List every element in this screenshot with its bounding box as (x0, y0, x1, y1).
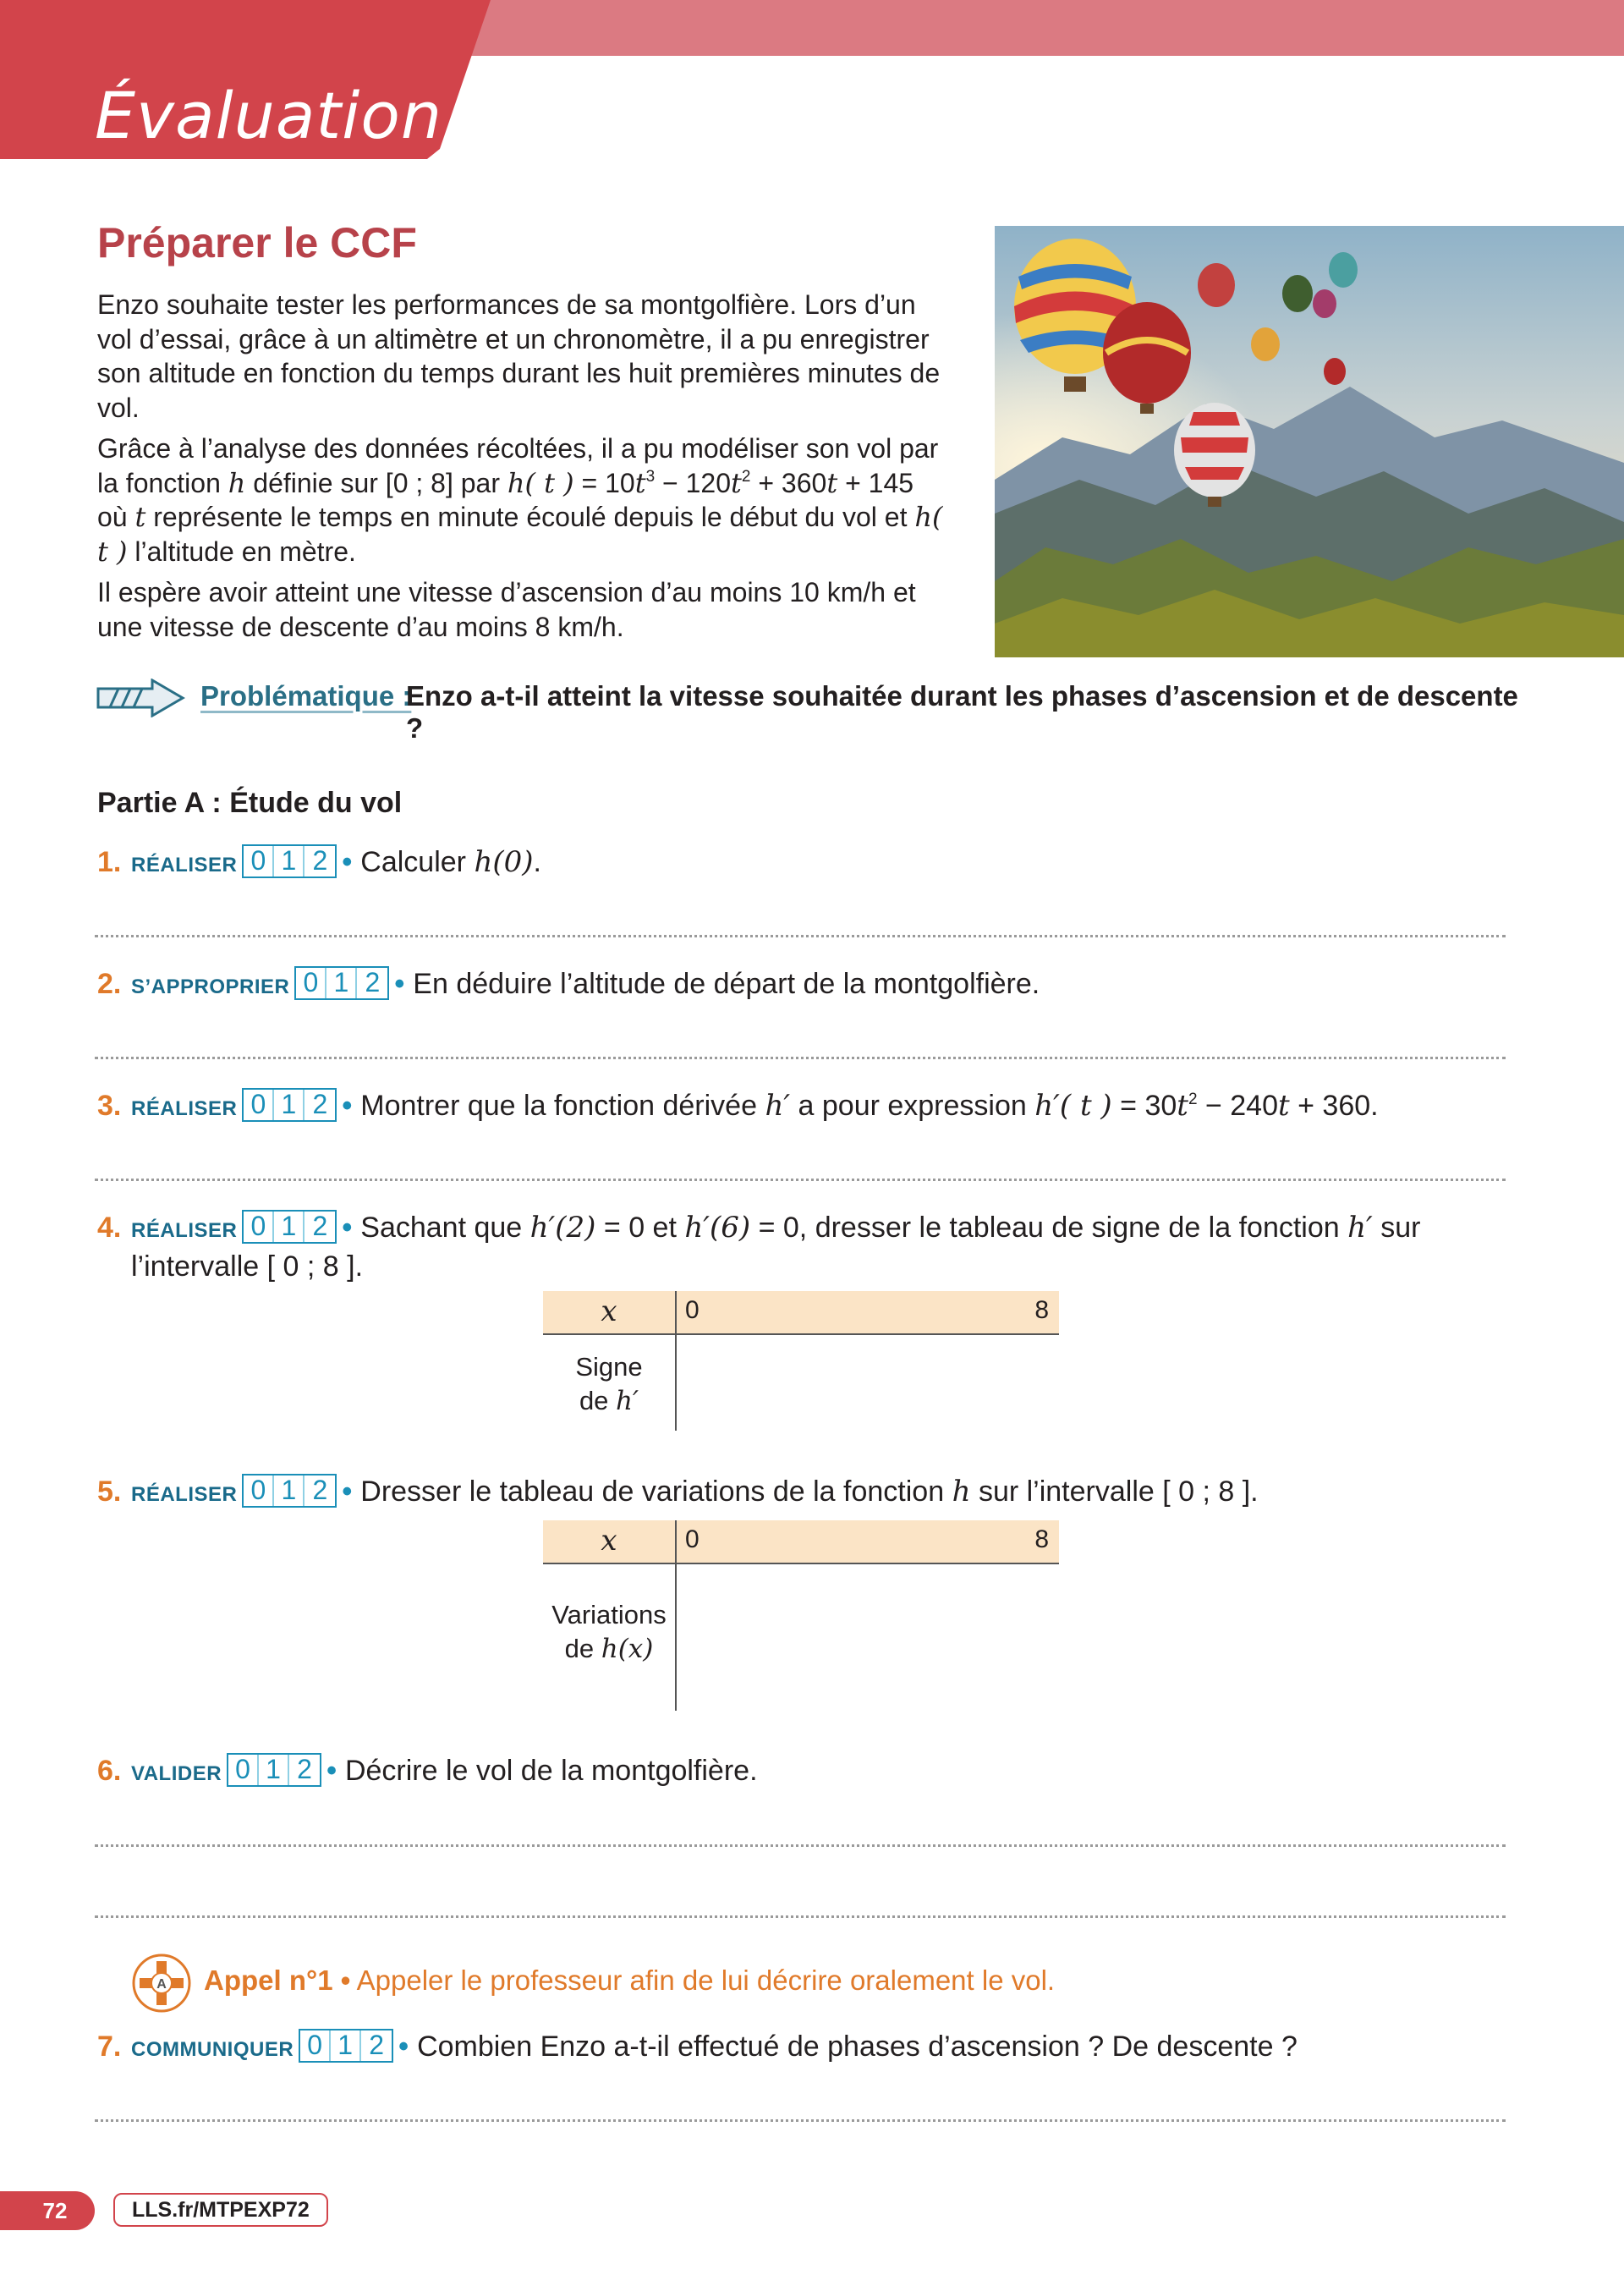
score-scale: 0 1 2 (299, 2029, 393, 2063)
score-scale: 0 1 2 (242, 844, 337, 878)
answer-line[interactable] (95, 2119, 1506, 2122)
score-scale: 0 1 2 (242, 1088, 337, 1122)
skill-label: RÉALISER (131, 854, 238, 876)
question-4: 4. RÉALISER 0 1 2 • Sachant que h′(2) = 0 et h′(6) = 0, dresser le tableau de signe de la fonction h′ sur l’intervalle [ 0 ; 8 ]. (97, 1211, 1421, 1283)
question-6: 6. VALIDER 0 1 2 • Décrire le vol de la montgolfière. (97, 1754, 758, 1787)
svg-text:A: A (156, 1977, 167, 1992)
skill-label: RÉALISER (131, 1097, 238, 1120)
score-scale: 0 1 2 (242, 1474, 337, 1508)
skill-label: RÉALISER (131, 1219, 238, 1242)
variation-table (543, 1520, 1059, 1711)
table-end: 8 (1034, 1525, 1049, 1553)
problematique-text: Enzo a-t-il atteint la vitesse souhaitée durant les phases d’ascension et de descente ? (406, 680, 1518, 744)
score-scale: 0 1 2 (294, 966, 389, 1000)
table-x-label: x (601, 1524, 617, 1558)
skill-label: S’APPROPRIER (131, 975, 290, 998)
problematique (95, 677, 1533, 744)
table-end: 8 (1034, 1296, 1049, 1324)
teacher-call-icon (131, 1953, 192, 2014)
skill-label: COMMUNIQUER (131, 2038, 294, 2061)
part-a-title: Partie A : Étude du vol (97, 787, 403, 819)
intro-paragraph-3: Il espère avoir atteint une vitesse d’ascension d’au moins 10 km/h et une vitesse de descente d’au moins 8 km/h. (97, 577, 916, 642)
table-row-label: Variations de h(x) (551, 1600, 667, 1664)
balloons-illustration (995, 226, 1624, 657)
score-scale: 0 1 2 (242, 1210, 337, 1244)
answer-line[interactable] (95, 1057, 1506, 1059)
skill-label: RÉALISER (131, 1483, 238, 1506)
sign-table (543, 1291, 1059, 1431)
resource-link[interactable]: LLS.fr/MTPEXP72 (113, 2193, 328, 2227)
skill-label: VALIDER (131, 1762, 222, 1785)
answer-line[interactable] (95, 1915, 1506, 1918)
intro-text (97, 288, 943, 651)
appel-callout: A Appel n°1 • Appeler le professeur afin de lui décrire oralement le vol. (131, 1953, 1400, 2012)
intro-paragraph-2: Grâce à l’analyse des données récoltées, il a pu modéliser son vol par la fonction h définie sur [0 ; 8] par h( t ) = $10t^3 - 120t^2 + 360t + 145$ où t représente le temps en minute écoulé depuis le début du vol et h( t ) l’altitude en mètre. (97, 433, 943, 568)
answer-line[interactable] (95, 1844, 1506, 1847)
intro-paragraph-1: Enzo souhaite tester les performances de sa montgolfière. Lors d’un vol d’essai, grâce à un altimètre et un chronomètre, il a pu enregistrer son altitude en fonction du temps durant les huit premières minutes de vol. (97, 289, 941, 423)
answer-line[interactable] (95, 935, 1506, 937)
problematique-label: Problématique : (200, 680, 412, 712)
question-7: 7. COMMUNIQUER 0 1 2 • Combien Enzo a-t-il effectué de phases d’ascension ? De descente ? (97, 2030, 1298, 2063)
arrow-icon (95, 679, 188, 717)
question-2: 2. S’APPROPRIER 0 1 2 • En déduire l’altitude de départ de la montgolfière. (97, 967, 1040, 1000)
table-start: 0 (685, 1525, 700, 1553)
answer-line[interactable] (95, 1179, 1506, 1181)
question-5: 5. RÉALISER 0 1 2 • Dresser le tableau de variations de la fonction h sur l’intervalle [ 0 ; 8 ]. (97, 1475, 1259, 1508)
table-start: 0 (685, 1296, 700, 1324)
table-row-label: Signe de h′ (575, 1352, 643, 1416)
balloons-photo (995, 226, 1624, 657)
section-title: Préparer le CCF (97, 219, 417, 267)
score-scale: 0 1 2 (227, 1753, 321, 1787)
table-x-label: x (601, 1294, 617, 1328)
question-3: 3. RÉALISER 0 1 2 • Montrer que la fonction dérivée h′ a pour expression h′( t ) = $30t^2 - 240t + 360$. (97, 1089, 1379, 1123)
page-number: 72 (0, 2191, 95, 2230)
question-1: 1. RÉALISER 0 1 2 • Calculer h(0). (97, 845, 541, 879)
page-title: Évaluation (95, 78, 443, 153)
